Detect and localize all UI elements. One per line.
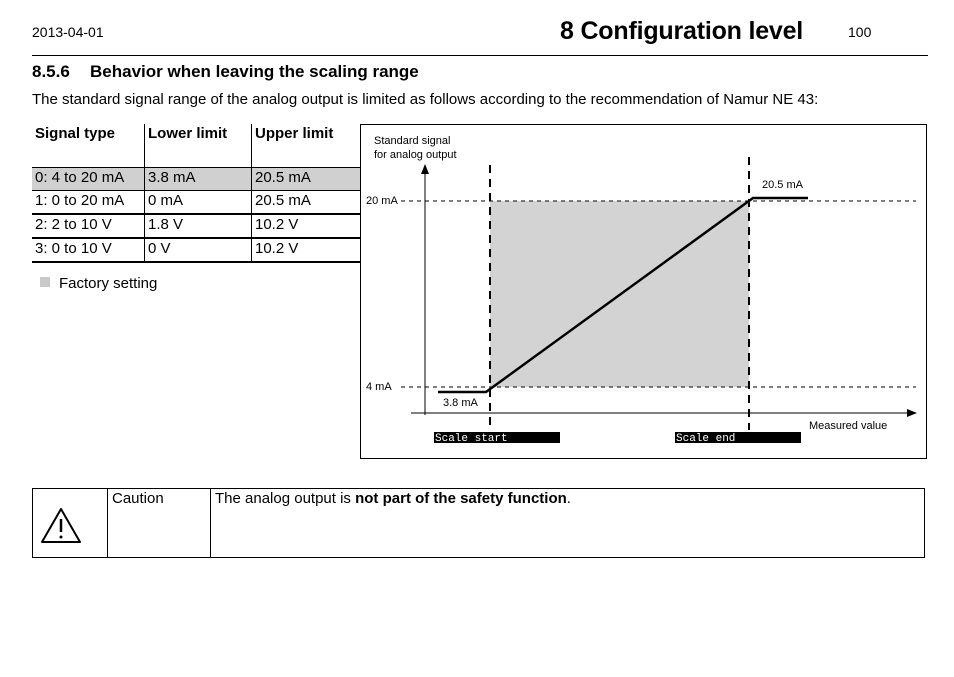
table-row (32, 168, 361, 191)
y-axis-label-line2: for analog output (374, 149, 457, 161)
table-row (32, 191, 361, 215)
intro-paragraph: The standard signal range of the analog output is limited as follows according to the recommendation of Namur NE 43: (32, 91, 819, 108)
caution-text-prefix: The analog output is (215, 490, 356, 507)
header-upper-limit: Upper limit (252, 124, 362, 168)
signal-range-table (32, 124, 361, 263)
table-cell: 10.2 V (252, 214, 362, 238)
page-number: 100 (848, 24, 872, 40)
table-cell: 20.5 mA (252, 191, 362, 215)
header-lower-limit: Lower limit (145, 124, 252, 168)
signal-chart (360, 124, 927, 459)
warning-cell (33, 489, 108, 557)
caution-text (212, 489, 924, 559)
x-axis-label: Measured value (809, 420, 888, 432)
table-cell: 2: 2 to 10 V (32, 214, 145, 238)
header-rule (32, 55, 928, 56)
tick-label-4ma: 4 mA (366, 381, 392, 393)
header-signal-type: Signal type (32, 124, 145, 168)
section-title: Behavior when leaving the scaling range (90, 62, 419, 81)
scale-start-label: Scale start (435, 433, 508, 445)
section-heading (32, 62, 419, 82)
caution-text-suffix: . (566, 490, 571, 507)
caution-label: Caution (108, 489, 211, 557)
factory-setting-legend (40, 275, 157, 292)
table-cell: 3.8 mA (145, 168, 252, 191)
scale-end-label: Scale end (676, 433, 736, 445)
legend-label: Factory setting (59, 275, 158, 292)
label-3-8ma: 3.8 mA (443, 397, 478, 409)
table-header-row (32, 124, 361, 168)
warning-triangle-icon (33, 489, 107, 557)
label-20-5ma: 20.5 mA (762, 179, 803, 191)
table-row (32, 214, 361, 238)
table-cell: 20.5 mA (252, 168, 362, 191)
table-cell: 1.8 V (145, 214, 252, 238)
y-axis-label-line1: Standard signal (374, 135, 451, 147)
legend-swatch (40, 277, 50, 287)
section-number: 8.5.6 (32, 62, 70, 81)
page-title: 8 Configuration level (560, 17, 804, 45)
table-cell: 0: 4 to 20 mA (32, 168, 145, 191)
chart-svg (361, 125, 926, 458)
table-cell: 10.2 V (252, 238, 362, 262)
caution-text-bold: not part of the safety function (355, 490, 567, 507)
tick-label-20ma: 20 mA (366, 195, 398, 207)
table-row (32, 238, 361, 262)
page-date: 2013-04-01 (32, 24, 104, 40)
table-cell: 3: 0 to 10 V (32, 238, 145, 262)
caution-notice (32, 488, 925, 558)
table-cell: 0 mA (145, 191, 252, 215)
table-cell: 1: 0 to 20 mA (32, 191, 145, 215)
table-cell: 0 V (145, 238, 252, 262)
